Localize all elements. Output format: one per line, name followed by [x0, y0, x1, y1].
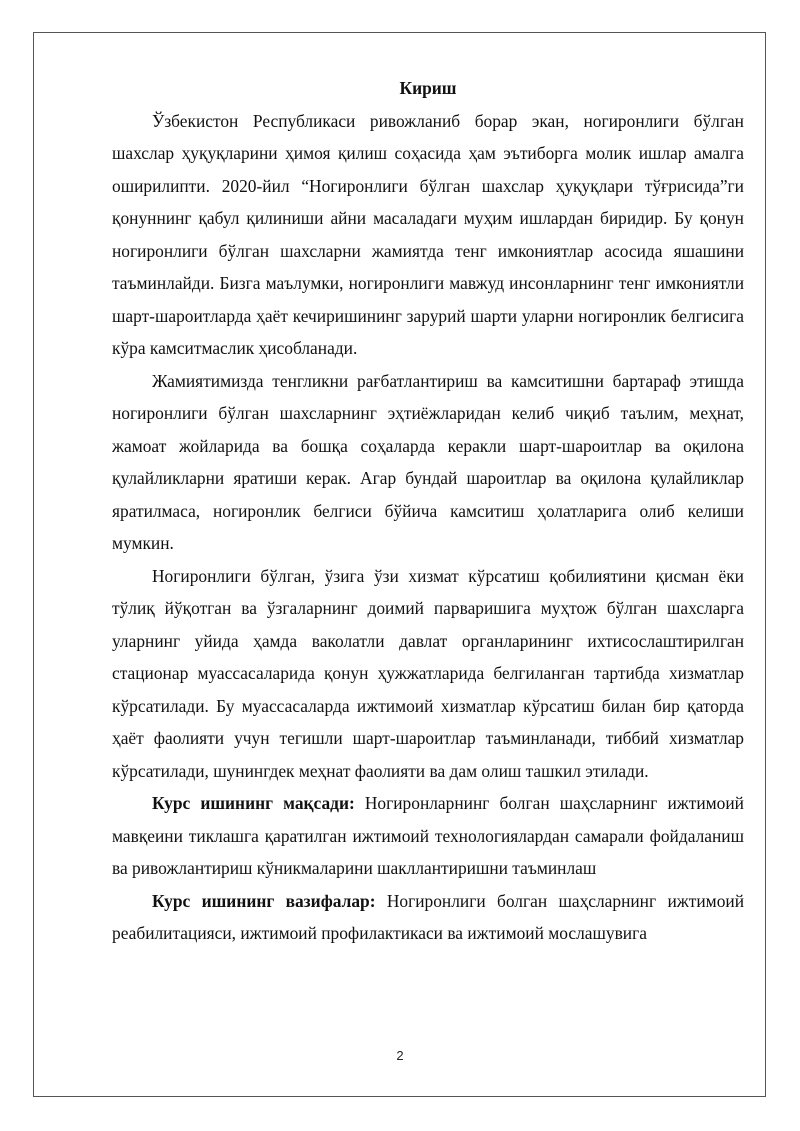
goal-label: Курс ишининг мақсади:: [152, 793, 355, 813]
tasks-text: Ногиронлиги болган шаҳсларнинг ижтимоий реабилитацияси, ижтимоий профилактикаси ва ижтимоий мослашувига: [112, 890, 744, 943]
tasks-label: Курс ишининг вазифалар:: [152, 890, 376, 911]
goal-text: Ногиронларнинг болган шаҳсларнинг ижтимоий мавқеини тиклашга қаратилган ижтимоий технологиялардан самарали фойдаланиш ва ривожлантириш кўникмаларини шакллантиришни таъминлаш: [112, 793, 744, 878]
document-body: [112, 72, 744, 950]
paragraph-intro: Ўзбекистон Республикаси ривожланиб борар экан, ногиронлиги бўлган шахслар ҳуқуқларини ҳимоя қилиш соҳасида ҳам эътиборга молик ишлар амалга оширилипти. 2020-йил “Ногиронлиги бўлган шахслар ҳуқуқлари тўғрисида”ги қонуннинг қабул қилиниши айни масаладаги муҳим ишлардан биридир. Бу қонун ногиронлиги бўлган шахсларни жамиятда тенг имкониятлар асосида яшашини таъминлайди. Бизга маълумки, ногиронлиги мавжуд инсонларнинг тенг имкониятли шарт-шароитларда ҳаёт кечиришининг зарурий шарти уларни ногиронлик белгисига кўра камситмаслик ҳисобланади.: [112, 110, 744, 358]
page-number: 2: [396, 1048, 404, 1063]
paragraph-tasks: [112, 885, 744, 950]
paragraph-services: Ногиронлиги бўлган, ўзига ўзи хизмат кўрсатиш қобилиятини қисман ёки тўлиқ йўқотган ва ўзгаларнинг доимий парваришига муҳтож бўлган шахсларга уларнинг уйида ҳамда ваколатли давлат органларининг ихтисослаштирилган стационар муассасаларида қонун ҳужжатларида белгиланган тартибда хизматлар кўрсатилади. Бу муассасаларда ижтимоий хизматлар кўрсатиш билан бир қаторда ҳаёт фаолияти учун тегишли шарт-шароитлар таъминланади, тиббий хизматлар кўрсатилади, шунингдек меҳнат фаолияти ва дам олиш ташкил этилади.: [112, 565, 744, 781]
page-title: Кириш: [399, 78, 457, 98]
paragraph-goal: [112, 787, 744, 885]
paragraph-equality: Жамиятимизда тенгликни рағбатлантириш ва камситишни бартараф этишда ногиронлиги бўлган шахсларнинг эҳтиёжларидан келиб чиқиб таълим, меҳнат, жамоат жойларида ва бошқа соҳаларда керакли шарт-шароитлар ва оқилона қулайликларни яратиши керак. Агар бундай шароитлар ва оқилона қулайликлар яратилмаса, ногиронлик белгиси бўйича камситиш ҳолатларига олиб келиши мумкин.: [112, 370, 744, 553]
